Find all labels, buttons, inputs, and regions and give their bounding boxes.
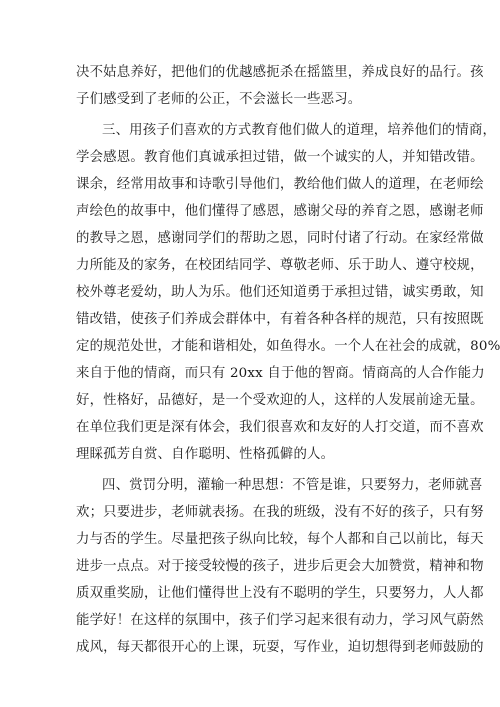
text-line-12: 来自于他的情商，而只有 20xx 自于他的智商。情商高的人合作能力 xyxy=(76,366,485,381)
text-line-5: 课余，经常用故事和诗歌引导他们，教给他们做人的道理，在老师绘 xyxy=(76,177,484,192)
paragraph-3-line-1: 三、用孩子们喜欢的方式教育他们做人的道理，培养他们的情商， xyxy=(102,123,497,138)
text-line-6: 声绘色的故事中，他们懂得了感恩，感谢父母的养育之恩，感谢老师 xyxy=(76,204,484,219)
text-line-7: 的教导之恩，感谢同学们的帮助之恩，同时付诸了行动。在家经常做 xyxy=(76,231,484,246)
text-line-10: 错改错，使孩子们养成会群体中，有着各种各样的规范，只有按照既 xyxy=(76,312,484,327)
text-line-21: 能学好！在这样的氛围中，孩子们学习起来很有动力，学习风气蔚然 xyxy=(76,613,484,628)
text-line-13: 好，性格好，品德好，是一个受欢迎的人，这样的人发展前途无量。 xyxy=(76,393,484,408)
text-line-19: 进步一点点。对于接受较慢的孩子，进步后更会大加赞赏，精神和物 xyxy=(76,559,484,574)
text-line-11: 定的规范处世，才能和谐相处，如鱼得水。一个人在社会的成就，80% xyxy=(76,339,500,354)
text-line-8: 力所能及的家务，在校团结同学、尊敬老师、乐于助人、遵守校规， xyxy=(76,258,484,273)
text-line-2: 子们感受到了老师的公正，不会滋长一些恶习。 xyxy=(76,92,362,107)
text-line-22: 成风，每天都很开心的上课，玩耍，写作业，迫切想得到老师鼓励的 xyxy=(76,640,484,655)
text-line-9: 校外尊老爱幼，助人为乐。他们还知道勇于承担过错，诚实勇敢，知 xyxy=(76,285,484,300)
text-line-4: 学会感恩。教育他们真诚承担过错，做一个诚实的人，并知错改错。 xyxy=(76,150,484,165)
text-line-17: 欢；只要进步，老师就表扬。在我的班级，没有不好的孩子，只有努 xyxy=(76,505,484,520)
text-line-20: 质双重奖励，让他们懂得世上没有不聪明的学生，只要努力，人人都 xyxy=(76,586,484,601)
text-line-1: 决不姑息养好，把他们的优越感扼杀在摇篮里，养成良好的品行。孩 xyxy=(76,65,484,80)
text-line-18: 力与否的学生。尽量把孩子纵向比较，每个人都和自己以前比，每天 xyxy=(76,532,484,547)
paragraph-4-line-1: 四、赏罚分明，灌输一种思想：不管是谁，只要努力，老师就喜 xyxy=(102,478,483,493)
text-line-14: 在单位我们更是深有体会，我们很喜欢和友好的人打交道，而不喜欢 xyxy=(76,420,484,435)
text-line-15: 理睬孤芳自赏、自作聪明、性格孤僻的人。 xyxy=(76,447,335,462)
